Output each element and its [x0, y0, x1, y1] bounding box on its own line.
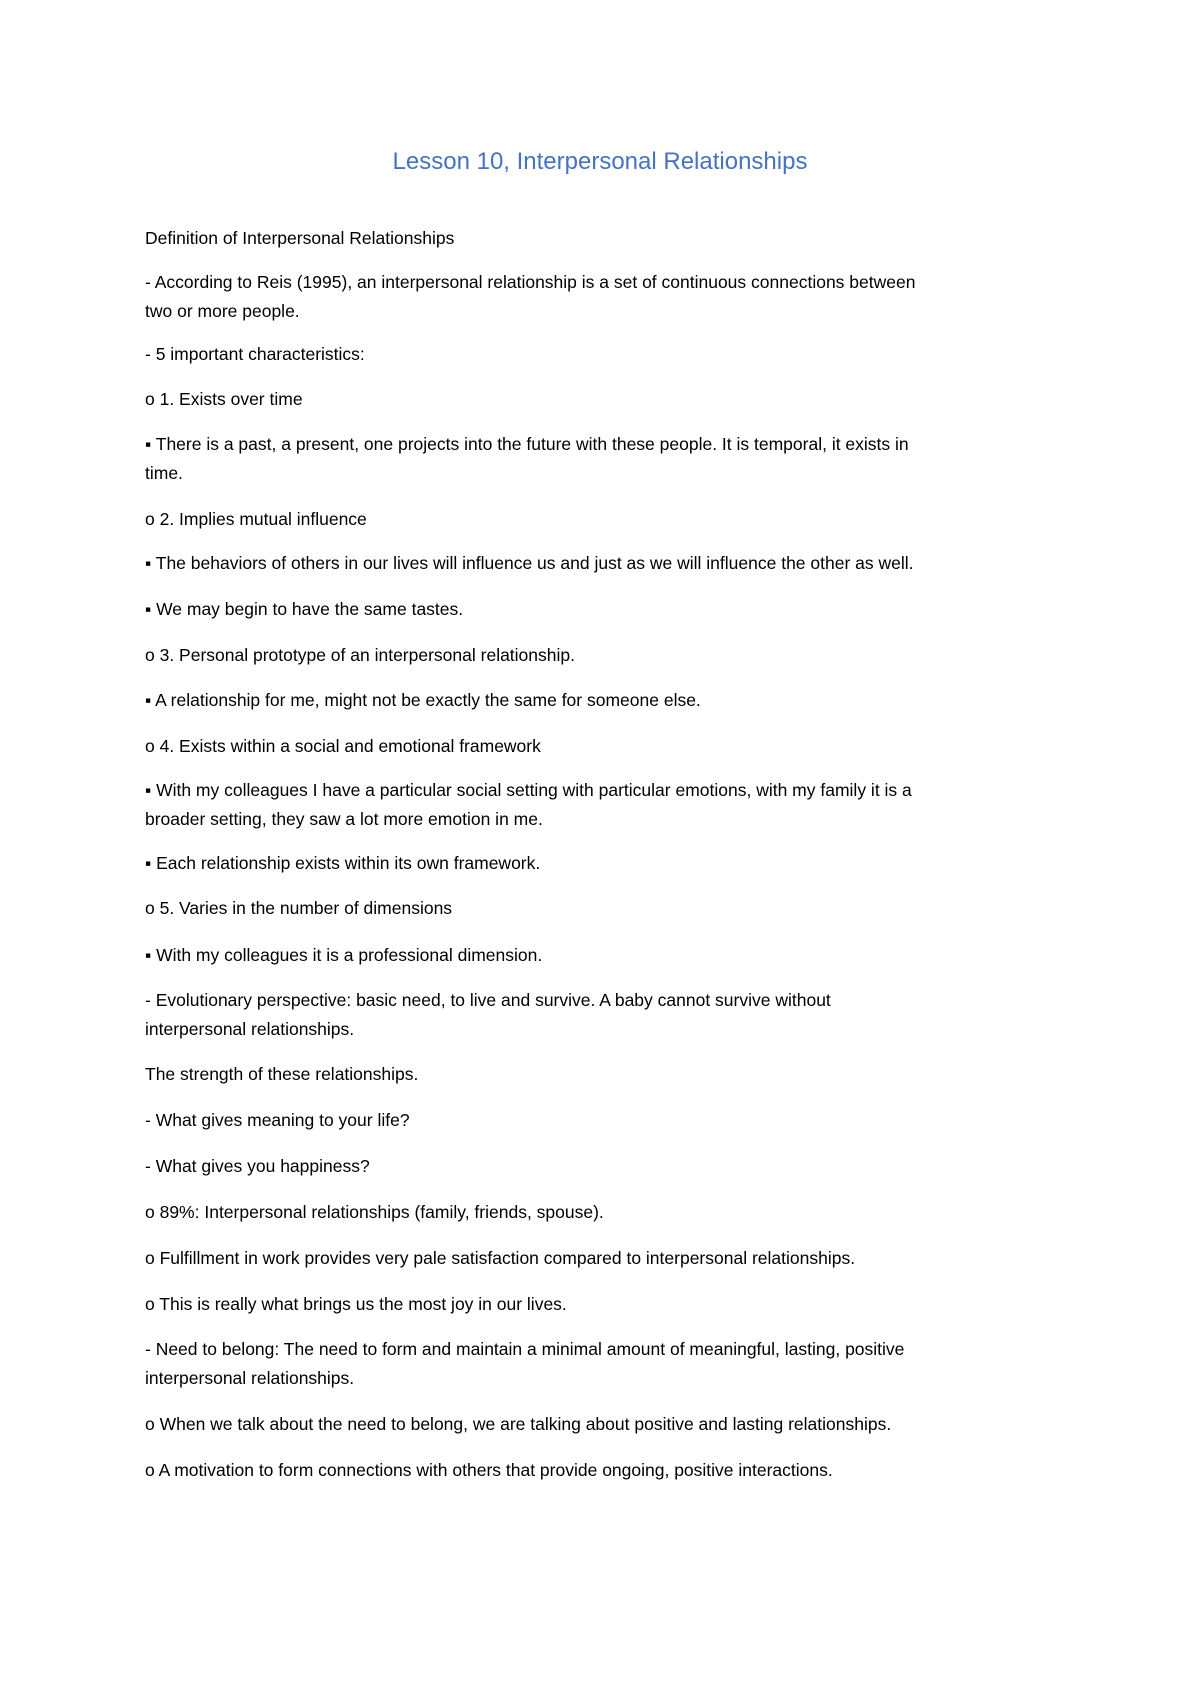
text-line: o 2. Implies mutual influence [145, 509, 367, 529]
text-line: ▪ There is a past, a present, one projects into the future with these people. It is temporal, it exists in [145, 434, 909, 454]
text-line: interpersonal relationships. [145, 1368, 355, 1388]
text-line: - According to Reis (1995), an interpersonal relationship is a set of continuous connections between [145, 272, 916, 292]
text-line: o This is really what brings us the most joy in our lives. [145, 1294, 567, 1314]
text-line: ▪ A relationship for me, might not be exactly the same for someone else. [145, 690, 701, 710]
text-line: broader setting, they saw a lot more emotion in me. [145, 809, 543, 829]
text-line: o 89%: Interpersonal relationships (family, friends, spouse). [145, 1202, 604, 1222]
text-line: The strength of these relationships. [145, 1064, 419, 1084]
text-line: - Need to belong: The need to form and maintain a minimal amount of meaningful, lasting, positive [145, 1339, 905, 1359]
text-line: - What gives you happiness? [145, 1156, 370, 1176]
text-line: interpersonal relationships. [145, 1019, 355, 1039]
text-line: ▪ We may begin to have the same tastes. [145, 599, 464, 619]
text-line: ▪ With my colleagues it is a professional dimension. [145, 945, 543, 965]
document-title: Lesson 10, Interpersonal Relationships [392, 148, 808, 175]
text-line: ▪ Each relationship exists within its own framework. [145, 853, 541, 873]
text-line: o Fulfillment in work provides very pale satisfaction compared to interpersonal relationships. [145, 1248, 856, 1268]
text-line: ▪ The behaviors of others in our lives will influence us and just as we will influence the other as well. [145, 553, 914, 573]
text-line: Definition of Interpersonal Relationships [145, 228, 455, 248]
text-line: - What gives meaning to your life? [145, 1110, 410, 1130]
text-line: o A motivation to form connections with others that provide ongoing, positive interactions. [145, 1460, 833, 1480]
text-line: two or more people. [145, 301, 300, 321]
text-line: - 5 important characteristics: [145, 344, 365, 364]
text-line: time. [145, 463, 183, 483]
text-line: ▪ With my colleagues I have a particular social setting with particular emotions, with my family it is a [145, 780, 912, 800]
text-line: o When we talk about the need to belong, we are talking about positive and lasting relationships. [145, 1414, 892, 1434]
text-line: o 5. Varies in the number of dimensions [145, 898, 453, 918]
text-line: o 3. Personal prototype of an interpersonal relationship. [145, 645, 575, 665]
text-line: o 1. Exists over time [145, 389, 303, 409]
text-line: o 4. Exists within a social and emotional framework [145, 736, 541, 756]
text-line: - Evolutionary perspective: basic need, to live and survive. A baby cannot survive without [145, 990, 831, 1010]
